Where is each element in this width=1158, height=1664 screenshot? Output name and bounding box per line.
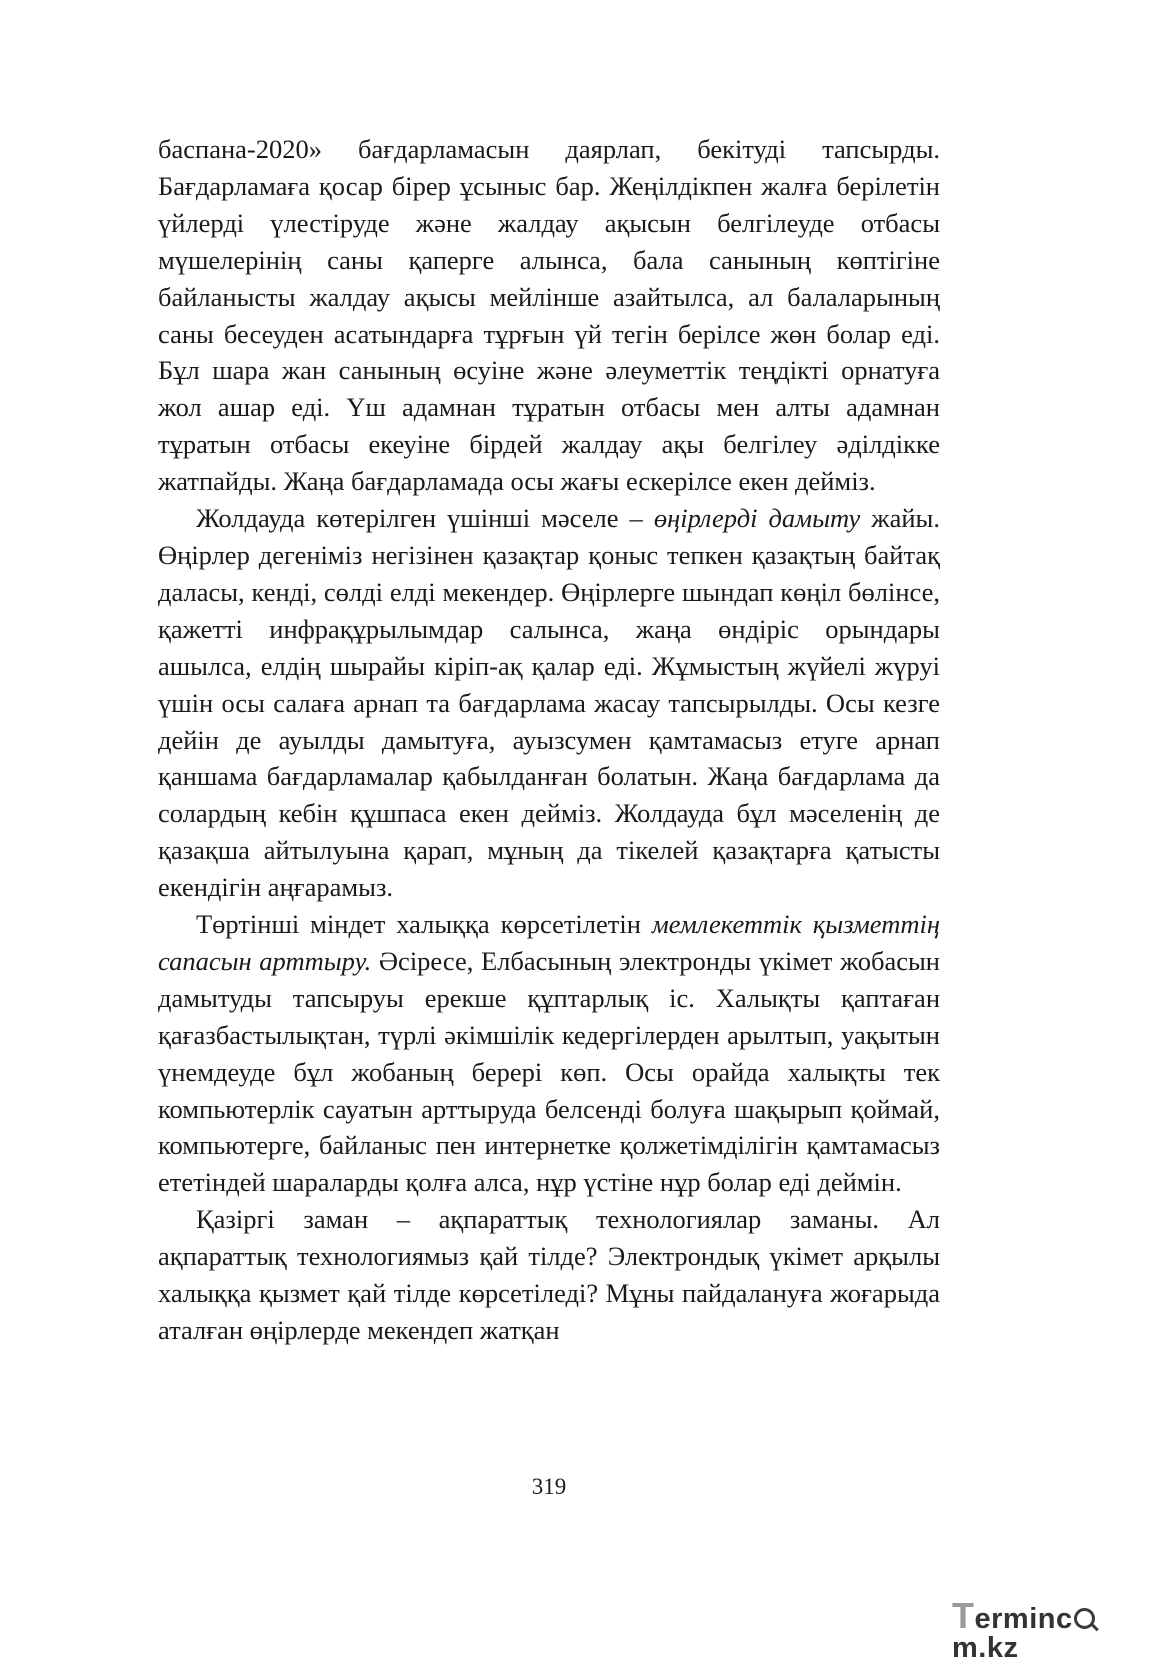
paragraph-4 [158, 1201, 940, 1349]
paragraph-4-text: Қазіргі заман – ақпараттық технологиялар заманы. Ал ақпараттық технологиямыз қай тілде? Электрондық үкімет арқылы халыққа қызмет қай тілде көрсетіледі? Мұны пайдалануға жоғарыда аталған өңірлерде мекендеп жатқан [158, 1204, 940, 1345]
page-number: 319 [531, 1474, 567, 1499]
paragraph-2 [158, 500, 940, 906]
paragraph-1 [158, 131, 940, 500]
paragraph-2-text-b: жайы. Өңірлер дегеніміз негізінен қазақтар қоныс тепкен қазақтың байтақ даласы, кенді, сөлді елді мекендер. Өңірлерге шындап көңіл бөлінсе, қажетті инфрақұрылымдар салынса, жаңа өндіріс орындары ашылса, елдің шырайы кіріп-ақ қалар еді. Жұмыстың жүйелі жүруі үшін осы салаға арнап та бағдарлама жасау тапсырылды. Осы кезге дейін де ауылды дамытуға, ауызсумен қамтамасыз етуге арнап қаншама бағдарламалар қабылданған болатын. Жаңа бағдарлама да солардың кебін құшпаса екен дейміз. Жолдауда бұл мәселенің де қазақша айтылуына қарап, мұның да тікелей қазақтарға қатысты екендігін аңғарамыз. [158, 503, 940, 903]
watermark-middle: erminc [974, 1603, 1073, 1635]
watermark-suffix: m.kz [952, 1632, 1019, 1664]
paragraph-3-text-b: Әсіресе, Елбасының электронды үкімет жобасын дамытуды тапсыруы ерекше құптарлық іс. Халықты қаптаған қағазбастылықтан, түрлі әкімшілік кедергілерден арылтып, уақытын үнемдеуде бұл жобаның берері көп. Осы орайда халықты тек компьютерлік сауатын арттыруда белсенді болуға шақырып қоймай, компьютерге, байланыс пен интернетке қолжетімділігін қамтамасыз ететіндей шараларды қолға алса, нұр үстіне нұр болар еді деймін. [158, 945, 940, 1198]
paragraph-3-text-a: Төртінші міндет халыққа көрсетілетін [196, 909, 652, 940]
watermark-prefix: T [952, 1595, 975, 1636]
site-watermark-logo [952, 1595, 1158, 1664]
magnifier-icon [1074, 1608, 1095, 1629]
paragraph-3-emphasis: мемлекеттік қызметтің сапасын арттыру. [158, 909, 940, 976]
paragraph-2-emphasis: өңірлерді дамыту [653, 503, 861, 534]
paragraph-1-text: баспана-2020» бағдарламасын даярлап, бекітуді тапсырды. Бағдарламаға қосар бірер ұсыныс бар. Жеңілдікпен жалға берілетін үйлерді үлестіруде және жалдау ақысын белгілеуде отбасы мүшелерінің саны қаперге алынса, бала санының көптігіне байланысты жалдау ақысы мейлінше азайтылса, ал балаларының саны бесеуден асатындарға тұрғын үй тегін берілсе жөн болар еді. Бұл шара жан санының өсуіне және әлеуметтік теңдікті орнатуға жол ашар еді. Үш адамнан тұратын отбасы мен алты адамнан тұратын отбасы екеуіне бірдей жалдау ақы белгілеу әділдікке жатпайды. Жаңа бағдарламада осы жағы ескерілсе екен дейміз. [158, 134, 940, 497]
body-text [158, 131, 940, 1349]
paragraph-3 [158, 906, 940, 1201]
paragraph-2-text-a: Жолдауда көтерілген үшінші мәселе – [196, 503, 654, 534]
